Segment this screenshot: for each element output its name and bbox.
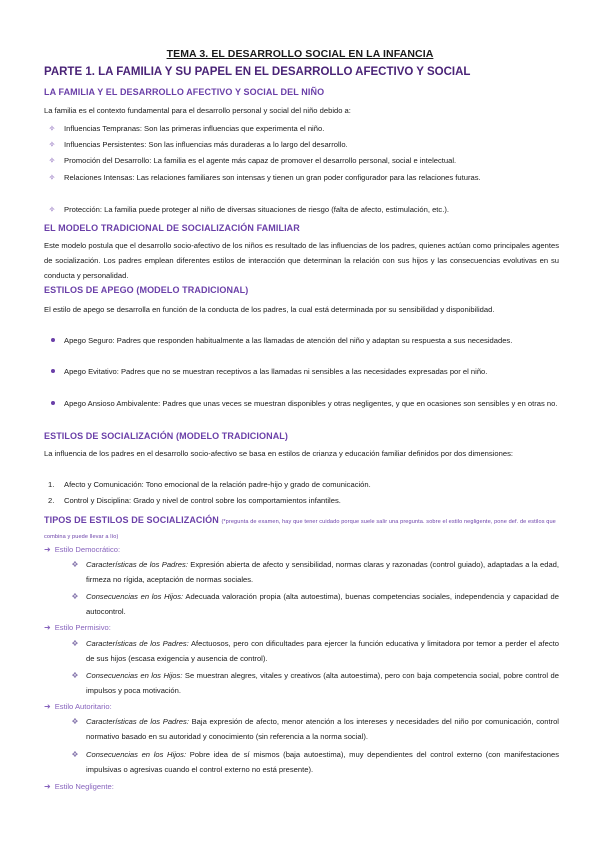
section-intro: El estilo de apego se desarrolla en función de la conducta de los padres, la cual está determinada por su sensibilidad y disponibilidad.: [44, 305, 495, 314]
list-item: ❖ Características de los Padres: Baja expresión de afecto, menor atención a los intereses y necesidades del niño por comunicación, control normativo basado en su autoridad y conocimiento (sin referencia a la norma social).: [86, 714, 559, 744]
section-heading-attachment: ESTILOS DE APEGO (MODELO TRADICIONAL): [44, 285, 249, 295]
arrow-right-icon: ➜: [44, 623, 51, 632]
bullet-dot-icon: [51, 338, 55, 342]
diamond-filled-icon: ❖: [71, 592, 79, 601]
diamond-filled-icon: ❖: [71, 717, 79, 726]
list-item: 2. Control y Disciplina: Grado y nivel de control sobre los comportamientos infantiles.: [48, 496, 341, 505]
diamond-filled-icon: ❖: [71, 750, 79, 759]
diamond-filled-icon: ❖: [71, 639, 79, 648]
list-item: ❖ Consecuencias en los Hijos: Pobre idea de sí mismos (baja autoestima), muy dependientes del control externo (con manifestaciones impulsivas o agresivas cuando el control externo no está presente).: [86, 747, 559, 777]
list-item: ✧ Promoción del Desarrollo: La familia es el agente más capaz de promover el desarrollo personal, social e intelectual.: [64, 153, 559, 168]
exam-note: (*pregunta de examen, hay que tener cuidado porque suele salir una pregunta. sobre el estilo negligente, pone def. de estilos que combina y puede llevar a lío): [44, 519, 556, 540]
diamond-outline-icon: ✧: [48, 173, 56, 182]
section-heading-family: LA FAMILIA Y EL DESARROLLO AFECTIVO Y SOCIAL DEL NIÑO: [44, 87, 325, 97]
list-item: ❖ Consecuencias en los Hijos: Adecuada valoración propia (alta autoestima), buenas competencias sociales, independencia y capacidad de autocontrol.: [86, 589, 559, 619]
section-heading-types: TIPOS DE ESTILOS DE SOCIALIZACIÓN (*pregunta de examen, hay que tener cuidado porque suele salir una pregunta. sobre el estilo negligente, pone def. de estilos que combina y puede llevar a lío): [44, 515, 556, 540]
list-item: ✧ Influencias Tempranas: Son las primeras influencias que experimenta el niño.: [64, 121, 559, 136]
list-item: ❖ Consecuencias en los Hijos: Se muestran alegres, vitales y creativos (alta autoestima), pero con baja competencia social, pobre control de impulsos y poca motivación.: [86, 668, 559, 698]
diamond-filled-icon: ❖: [71, 671, 79, 680]
section-intro: La influencia de los padres en el desarrollo socio-afectivo se basa en estilos de crianza y educación familiar definidos por dos dimensiones:: [44, 449, 513, 458]
list-item: ✧ Relaciones Intensas: Las relaciones familiares son intensas y tienen un gran poder configurador para las relaciones futuras.: [64, 170, 559, 185]
section-text: Este modelo postula que el desarrollo socio-afectivo de los niños es resultado de las influencias de los padres, quienes actúan como principales agentes de socialización. Los padres emplean diferentes estilos de interacción que determinan la relación con sus hijos y las consecuencias evolutivas en su conducta y personalidad.: [44, 241, 559, 280]
list-item: ✧ Influencias Persistentes: Son las influencias más duraderas a lo largo del desarrollo.: [64, 137, 559, 152]
bullet-dot-icon: [51, 401, 55, 405]
style-heading: ➜ Estilo Democrático:: [44, 545, 121, 554]
style-heading: ➜ Estilo Permisivo:: [44, 623, 111, 632]
list-item: ❖ Características de los Padres: Afectuosos, pero con dificultades para ejercer la función educativa y limitadora por temor a perder el afecto de sus hijos (escasa exigencia y ausencia de control).: [86, 636, 559, 666]
arrow-right-icon: ➜: [44, 702, 51, 711]
diamond-outline-icon: ✧: [48, 140, 56, 149]
list-item: Apego Evitativo: Padres que no se muestran receptivos a las llamadas ni sensibles a las necesidades expresadas por el niño.: [64, 364, 559, 379]
style-heading: ➜ Estilo Negligente:: [44, 782, 114, 791]
section-heading-model: EL MODELO TRADICIONAL DE SOCIALIZACIÓN FAMILIAR: [44, 223, 300, 233]
list-item: Apego Ansioso Ambivalente: Padres que unas veces se muestran disponibles y otras negligentes, y que en ocasiones son sensibles y en otras no.: [64, 396, 559, 411]
list-item: 1. Afecto y Comunicación: Tono emocional de la relación padre-hijo y grado de comunicación.: [48, 480, 371, 489]
list-item: Apego Seguro: Padres que responden habitualmente a las llamadas de atención del niño y adaptan su respuesta a sus necesidades.: [64, 333, 559, 348]
section-intro: La familia es el contexto fundamental para el desarrollo personal y social del niño debido a:: [44, 106, 351, 115]
style-heading: ➜ Estilo Autoritario:: [44, 702, 112, 711]
part-title: PARTE 1. LA FAMILIA Y SU PAPEL EN EL DESARROLLO AFECTIVO Y SOCIAL: [44, 66, 471, 78]
document-title: TEMA 3. EL DESARROLLO SOCIAL EN LA INFANCIA: [166, 48, 434, 60]
diamond-outline-icon: ✧: [48, 205, 56, 214]
arrow-right-icon: ➜: [44, 782, 51, 791]
list-item: ❖ Características de los Padres: Expresión abierta de afecto y sensibilidad, normas claras y razonadas (control guiado), adaptadas a la edad, firmeza no rígida, aceptación de normas sociales.: [86, 557, 559, 587]
bullet-dot-icon: [51, 369, 55, 373]
list-item: ✧ Protección: La familia puede proteger al niño de diversas situaciones de riesgo (falta de afecto, estimulación, etc.).: [64, 202, 559, 217]
section-heading-socialization: ESTILOS DE SOCIALIZACIÓN (MODELO TRADICIONAL): [44, 431, 288, 441]
diamond-filled-icon: ❖: [71, 560, 79, 569]
diamond-outline-icon: ✧: [48, 156, 56, 165]
arrow-right-icon: ➜: [44, 545, 51, 554]
diamond-outline-icon: ✧: [48, 124, 56, 133]
